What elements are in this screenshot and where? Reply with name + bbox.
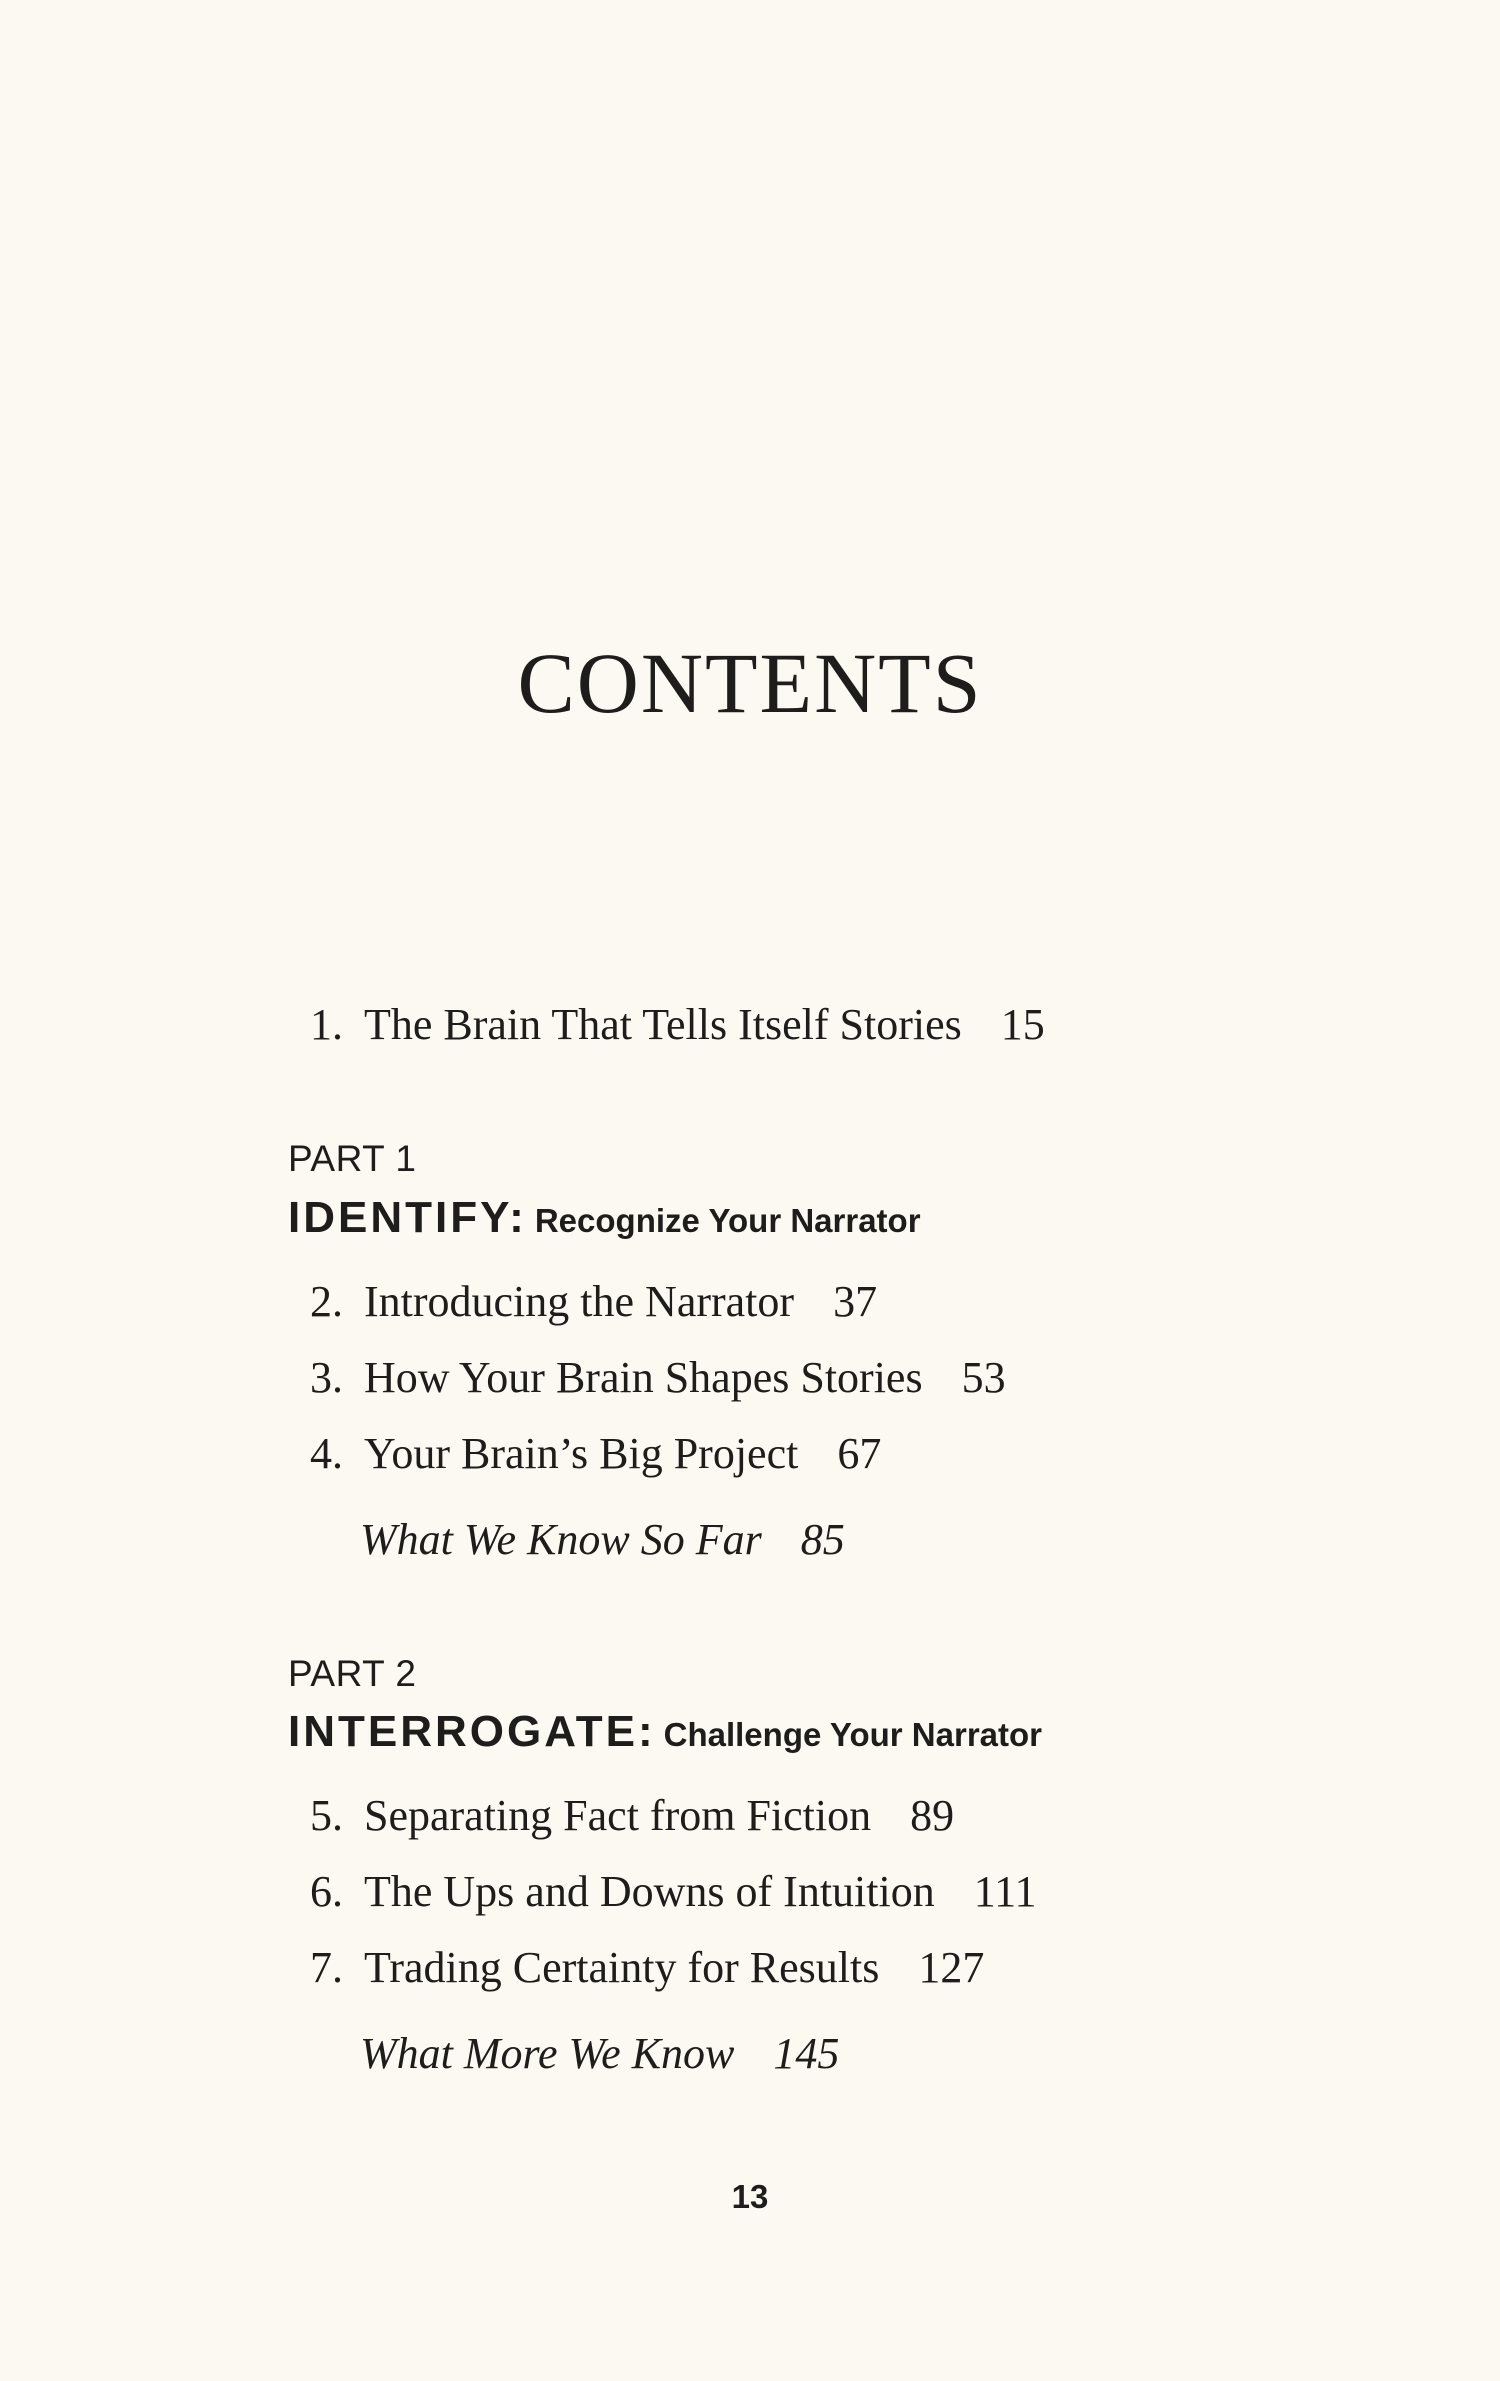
entry-title: Trading Certainty for Results [364, 1943, 880, 1992]
toc-entry-2[interactable] [310, 1277, 878, 1326]
entry-page: 15 [1000, 1000, 1045, 1049]
entry-page: 53 [961, 1353, 1006, 1402]
entry-title: How Your Brain Shapes Stories [364, 1353, 923, 1402]
toc-summary-part-2[interactable] [360, 2029, 840, 2078]
toc-entry-7[interactable] [310, 1943, 985, 1992]
entry-title: Your Brain’s Big Project [364, 1429, 799, 1478]
entry-page: 111 [973, 1867, 1037, 1916]
entry-title: Introducing the Narrator [364, 1277, 795, 1326]
toc-entry-6[interactable] [310, 1867, 1037, 1916]
entry-number: 1. [310, 1000, 343, 1049]
part-1-title: IDENTIFY: [288, 1193, 527, 1242]
part-2-subtitle: Challenge Your Narrator [663, 1716, 1042, 1753]
entry-number: 7. [310, 1943, 343, 1992]
entry-page: 89 [910, 1791, 955, 1840]
entry-title: The Brain That Tells Itself Stories [364, 1000, 962, 1049]
entry-title: Separating Fact from Fiction [364, 1791, 872, 1840]
entry-number: 2. [310, 1277, 343, 1326]
part-2-title: INTERROGATE: [288, 1707, 656, 1756]
entry-page: 127 [918, 1943, 985, 1992]
toc-entry-3[interactable] [310, 1353, 1006, 1402]
entry-number: 5. [310, 1791, 343, 1840]
entry-page: 67 [837, 1429, 882, 1478]
entry-number: 6. [310, 1867, 343, 1916]
page-title: CONTENTS [517, 635, 983, 731]
part-1-label: PART 1 [288, 1138, 417, 1179]
toc-summary-part-1[interactable] [360, 1515, 845, 1564]
page-number: 13 [731, 2178, 769, 2215]
entry-number: 4. [310, 1429, 343, 1478]
entry-title: The Ups and Downs of Intuition [364, 1867, 935, 1916]
summary-page: 85 [800, 1515, 845, 1564]
part-1-heading [288, 1193, 921, 1242]
part-1-subtitle: Recognize Your Narrator [534, 1202, 921, 1239]
summary-title: What We Know So Far [360, 1515, 762, 1564]
part-2-label: PART 2 [288, 1653, 417, 1694]
summary-title: What More We Know [360, 2029, 735, 2078]
part-2-heading [288, 1707, 1042, 1756]
toc-entry-1[interactable] [310, 1000, 1045, 1049]
toc-entry-5[interactable] [310, 1791, 955, 1840]
entry-page: 37 [833, 1277, 878, 1326]
toc-entry-4[interactable] [310, 1429, 882, 1478]
entry-number: 3. [310, 1353, 343, 1402]
summary-page: 145 [773, 2029, 840, 2078]
